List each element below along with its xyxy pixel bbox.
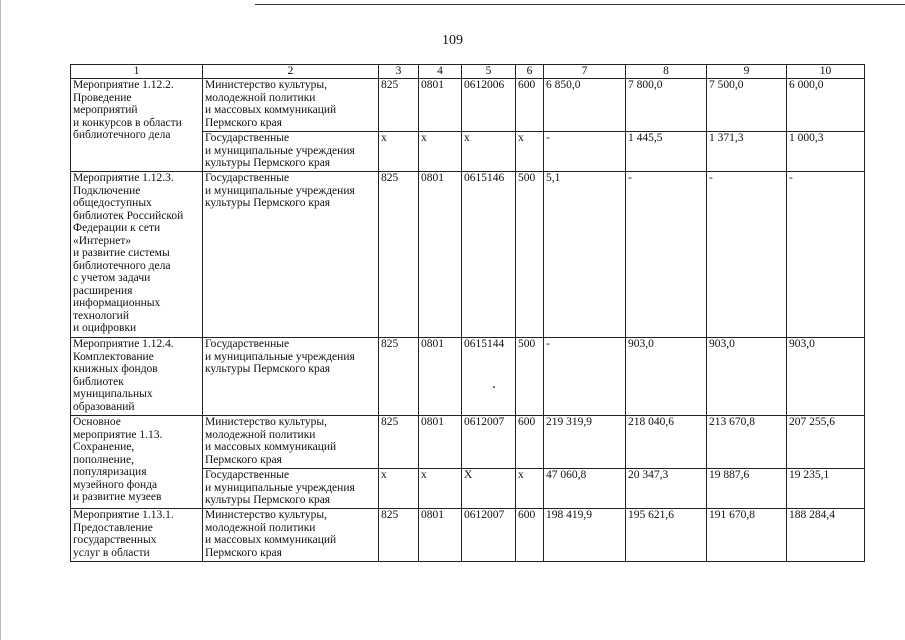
- admin-code-cell: 825: [379, 79, 419, 132]
- activity-name-cell: Основное мероприятие 1.13. Сохранение, пополнение, популяризация музейного фонда и развитие музеев: [71, 416, 203, 509]
- table-row: [71, 509, 865, 562]
- section-code-cell: x: [419, 469, 462, 509]
- admin-code-cell: x: [379, 132, 419, 172]
- expense-type-cell: 600: [516, 509, 544, 562]
- section-code-cell: 0801: [419, 509, 462, 562]
- amount-cell: 5,1: [544, 172, 626, 338]
- amount-cell: -: [707, 172, 787, 338]
- column-header: 4: [419, 65, 462, 79]
- amount-cell: 7 500,0: [707, 79, 787, 132]
- executor-cell: Государственные и муниципальные учреждения культуры Пермского края: [203, 469, 379, 509]
- amount-cell: 213 670,8: [707, 416, 787, 469]
- section-code-cell: 0801: [419, 79, 462, 132]
- expense-type-cell: x: [516, 132, 544, 172]
- target-code-cell: 0612006: [462, 79, 516, 132]
- table-row: [71, 416, 865, 469]
- admin-code-cell: 825: [379, 416, 419, 469]
- section-code-cell: 0801: [419, 416, 462, 469]
- target-code-cell: 0612007: [462, 416, 516, 469]
- activity-name-cell: Мероприятие 1.12.2. Проведение мероприятий и конкурсов в области библиотечного дела: [71, 79, 203, 172]
- section-code-cell: 0801: [419, 338, 462, 416]
- amount-cell: 1 371,3: [707, 132, 787, 172]
- expense-type-cell: x: [516, 469, 544, 509]
- executor-cell: Министерство культуры, молодежной политики и массовых коммуникаций Пермского края: [203, 509, 379, 562]
- amount-cell: 903,0: [707, 338, 787, 416]
- column-header: 2: [203, 65, 379, 79]
- amount-cell: 198 419,9: [544, 509, 626, 562]
- amount-cell: 19 887,6: [707, 469, 787, 509]
- column-header: 1: [71, 65, 203, 79]
- expense-type-cell: 500: [516, 172, 544, 338]
- amount-cell: -: [544, 132, 626, 172]
- target-code-cell: 0612007: [462, 509, 516, 562]
- executor-cell: Государственные и муниципальные учреждения культуры Пермского края: [203, 338, 379, 416]
- amount-cell: 47 060,8: [544, 469, 626, 509]
- target-code-cell: 0615146: [462, 172, 516, 338]
- amount-cell: 195 621,6: [626, 509, 707, 562]
- column-header: 6: [516, 65, 544, 79]
- amount-cell: 191 670,8: [707, 509, 787, 562]
- amount-cell: 1 445,5: [626, 132, 707, 172]
- scan-left-edge: [0, 0, 1, 640]
- amount-cell: -: [544, 338, 626, 416]
- target-code-cell: 0615144: [462, 338, 516, 416]
- expense-type-cell: 600: [516, 79, 544, 132]
- amount-cell: 903,0: [626, 338, 707, 416]
- admin-code-cell: 825: [379, 338, 419, 416]
- amount-cell: 188 284,4: [787, 509, 865, 562]
- budget-table: [70, 64, 865, 562]
- column-header: 9: [707, 65, 787, 79]
- target-code-cell: x: [462, 132, 516, 172]
- amount-cell: 19 235,1: [787, 469, 865, 509]
- column-number-row: [71, 65, 865, 79]
- scan-speck: [493, 386, 495, 388]
- page-number: 109: [442, 33, 463, 48]
- executor-cell: Министерство культуры, молодежной политики и массовых коммуникаций Пермского края: [203, 416, 379, 469]
- column-header: 3: [379, 65, 419, 79]
- table-row: [71, 338, 865, 416]
- amount-cell: 7 800,0: [626, 79, 707, 132]
- expense-type-cell: 500: [516, 338, 544, 416]
- amount-cell: 218 040,6: [626, 416, 707, 469]
- admin-code-cell: 825: [379, 509, 419, 562]
- admin-code-cell: 825: [379, 172, 419, 338]
- executor-cell: Министерство культуры, молодежной политики и массовых коммуникаций Пермского края: [203, 79, 379, 132]
- admin-code-cell: x: [379, 469, 419, 509]
- amount-cell: 219 319,9: [544, 416, 626, 469]
- table-row: [71, 79, 865, 132]
- section-code-cell: 0801: [419, 172, 462, 338]
- activity-name-cell: Мероприятие 1.13.1. Предоставление государственных услуг в области: [71, 509, 203, 562]
- activity-name-cell: Мероприятие 1.12.3. Подключение общедоступных библиотек Российской Федерации к сети «Интернет» и развитие системы библиотечного дела с учетом задачи расширения информационных технологий и оцифровки: [71, 172, 203, 338]
- executor-cell: Государственные и муниципальные учреждения культуры Пермского края: [203, 132, 379, 172]
- amount-cell: 6 000,0: [787, 79, 865, 132]
- target-code-cell: X: [462, 469, 516, 509]
- column-header: 10: [787, 65, 865, 79]
- column-header: 7: [544, 65, 626, 79]
- amount-cell: 6 850,0: [544, 79, 626, 132]
- amount-cell: -: [626, 172, 707, 338]
- amount-cell: 903,0: [787, 338, 865, 416]
- amount-cell: -: [787, 172, 865, 338]
- section-code-cell: x: [419, 132, 462, 172]
- amount-cell: 20 347,3: [626, 469, 707, 509]
- amount-cell: 1 000,3: [787, 132, 865, 172]
- executor-cell: Государственные и муниципальные учреждения культуры Пермского края: [203, 172, 379, 338]
- activity-name-cell: Мероприятие 1.12.4. Комплектование книжных фондов библиотек муниципальных образований: [71, 338, 203, 416]
- expense-type-cell: 600: [516, 416, 544, 469]
- amount-cell: 207 255,6: [787, 416, 865, 469]
- top-rule: [255, 4, 905, 5]
- column-header: 5: [462, 65, 516, 79]
- table-row: [71, 172, 865, 338]
- column-header: 8: [626, 65, 707, 79]
